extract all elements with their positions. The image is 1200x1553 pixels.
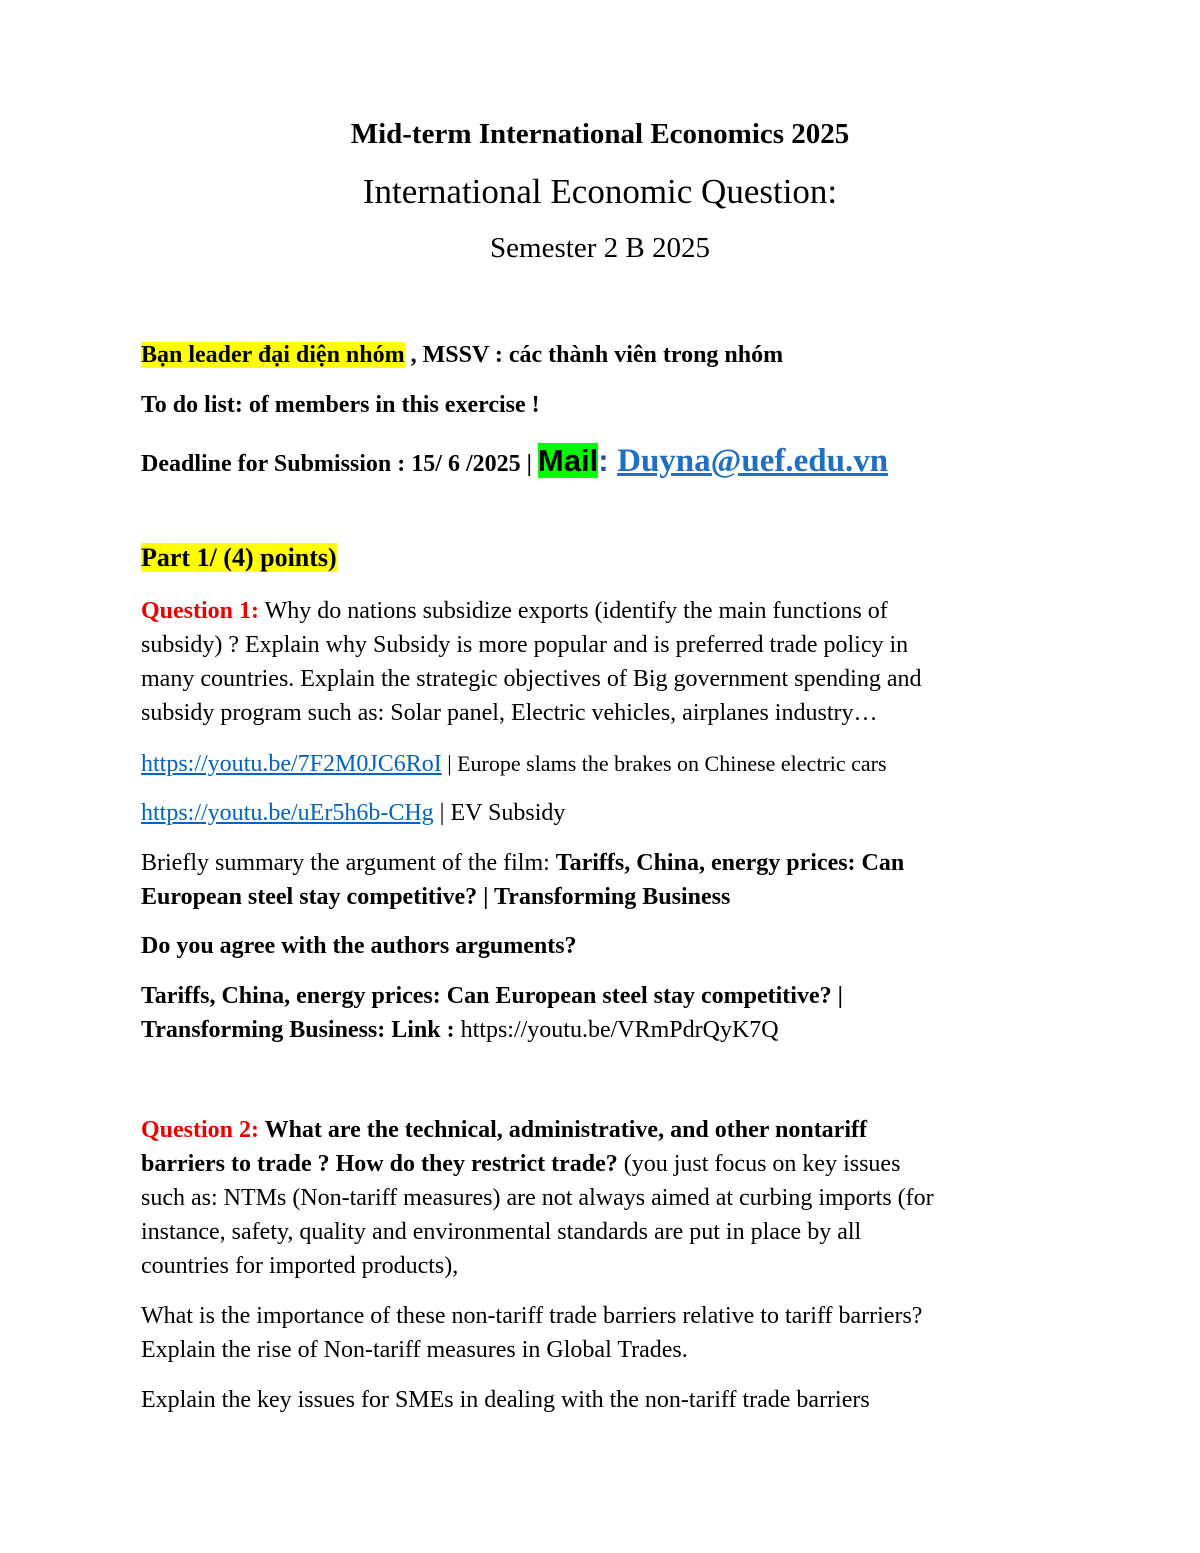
- film-line-1: Tariffs, China, energy prices: Can European steel stay competitive? |: [141, 983, 843, 1009]
- q2-plain-2: (you just focus on key issues: [617, 1151, 901, 1177]
- summary-bold-1: Tariffs, China, energy prices: Can: [555, 850, 905, 876]
- importance-line-1: What is the importance of these non-tariff trade barriers relative to tariff barriers?: [141, 1303, 923, 1329]
- mail-colon: :: [598, 443, 618, 478]
- smes-line: Explain the key issues for SMEs in dealing with the non-tariff trade barriers: [141, 1387, 870, 1413]
- semester-label: Semester 2 B 2025: [490, 232, 710, 264]
- q2-bold-1: What are the technical, administrative, and other nontariff: [259, 1117, 867, 1143]
- q1-line-3: many countries. Explain the strategic objectives of Big government spending and: [141, 666, 922, 692]
- film-line-2: [141, 1013, 1061, 1047]
- q1-line-1: [141, 594, 1061, 628]
- todo-line: To do list: of members in this exercise !: [141, 392, 540, 418]
- video-link-2-desc: | EV Subsidy: [433, 800, 566, 826]
- q2-line-3: such as: NTMs (Non-tariff measures) are not always aimed at curbing imports (for: [141, 1185, 934, 1211]
- summary-line-1: [141, 846, 1061, 880]
- importance-line-2: Explain the rise of Non-tariff measures in Global Trades.: [141, 1337, 688, 1363]
- agree-question: Do you agree with the authors arguments?: [141, 933, 577, 959]
- q1-line-4: subsidy program such as: Solar panel, Electric vehicles, airplanes industry…: [141, 700, 878, 726]
- mail-address-link[interactable]: Duyna@uef.edu.vn: [617, 443, 889, 479]
- video-link-1[interactable]: https://youtu.be/7F2M0JC6RoI: [141, 751, 442, 777]
- summary-plain: Briefly summary the argument of the film:: [141, 850, 556, 876]
- summary-line-2: European steel stay competitive? | Transforming Business: [141, 884, 731, 910]
- part1-heading: Part 1/ (4) points): [141, 543, 337, 572]
- q2-line-4: instance, safety, quality and environmental standards are put in place by all: [141, 1219, 862, 1245]
- deadline-text: Deadline for Submission : 15/ 6 /2025 |: [141, 451, 538, 477]
- deadline-line: [141, 440, 1061, 485]
- video-link-row-2: [141, 796, 1061, 830]
- film-bold-2: Transforming Business: Link :: [141, 1017, 461, 1043]
- q2-label: Question 2:: [141, 1117, 260, 1143]
- q2-line-2: [141, 1147, 1061, 1181]
- q1-text-1: Why do nations subsidize exports (identify the main functions of: [259, 598, 888, 624]
- video-link-2[interactable]: https://youtu.be/uEr5h6b-CHg: [141, 800, 434, 826]
- q2-bold-2: barriers to trade ? How do they restrict trade?: [141, 1151, 618, 1177]
- q1-label: Question 1:: [141, 598, 260, 624]
- q2-line-5: countries for imported products),: [141, 1253, 459, 1279]
- part1-heading-line: [141, 541, 1061, 576]
- document-title: Mid-term International Economics 2025: [350, 118, 850, 150]
- mail-label: Mail: [537, 443, 599, 478]
- q1-line-2: subsidy) ? Explain why Subsidy is more popular and is preferred trade policy in: [141, 632, 909, 658]
- document-subtitle: International Economic Question:: [362, 172, 838, 211]
- video-link-row-1: [141, 747, 1061, 781]
- q2-line-1: [141, 1113, 1061, 1147]
- leader-rest: , MSSV : các thành viên trong nhóm: [404, 342, 784, 368]
- leader-highlight: Bạn leader đại diện nhóm: [141, 342, 405, 368]
- video-link-1-desc: | Europe slams the brakes on Chinese electric cars: [441, 751, 887, 776]
- leader-line: [141, 338, 1061, 372]
- film-link[interactable]: https://youtu.be/VRmPdrQyK7Q: [460, 1017, 779, 1043]
